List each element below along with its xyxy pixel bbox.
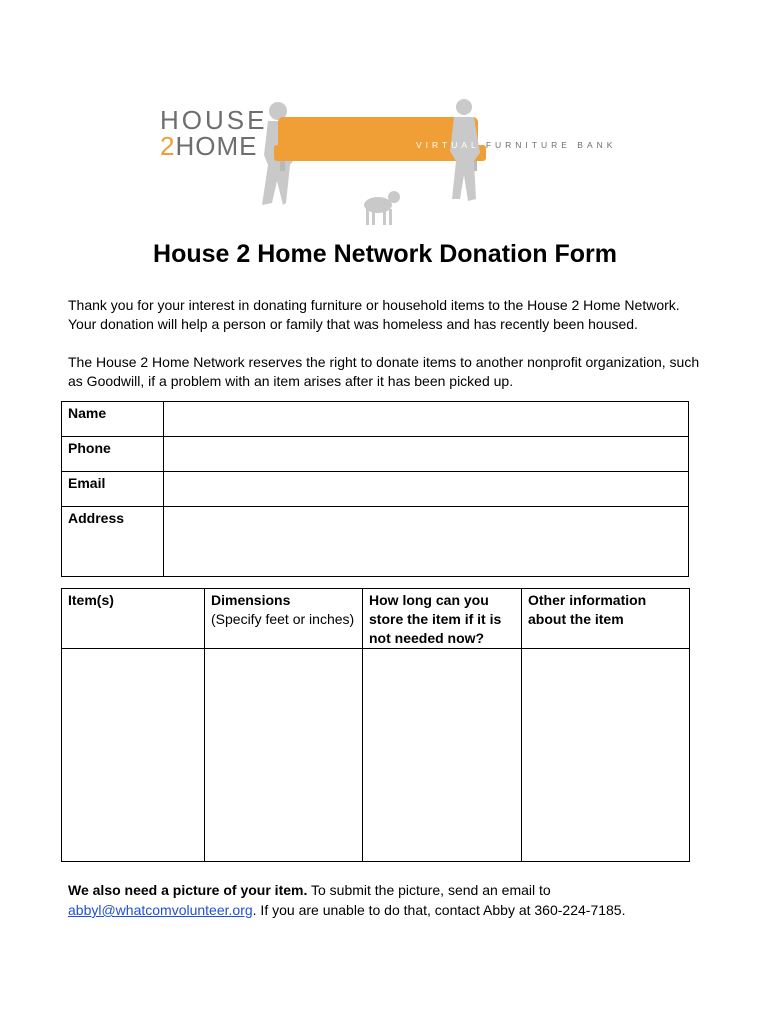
phone-field[interactable] bbox=[164, 437, 689, 472]
intro-paragraph: Thank you for your interest in donating furniture or household items to the House 2 Home Network. Your donation will help a person or family that was homeless and has recently been housed. bbox=[68, 297, 680, 332]
email-field[interactable] bbox=[164, 472, 689, 507]
other-info-cell[interactable] bbox=[522, 649, 690, 862]
items-header-row bbox=[62, 589, 690, 649]
name-field[interactable] bbox=[164, 402, 689, 437]
logo-tag-virtual: VIRTUAL bbox=[416, 140, 480, 150]
dimensions-cell[interactable] bbox=[205, 649, 363, 862]
logo-tag-furniture-bank: FURNITURE BANK bbox=[485, 140, 617, 150]
storage-column-header: How long can you store the item if it is not needed now? bbox=[363, 589, 522, 649]
policy-paragraph: The House 2 Home Network reserves the right to donate items to another nonprofit organization, such as Goodwill, if a problem with an item arises after it has been picked up. bbox=[68, 354, 700, 389]
address-label: Address bbox=[62, 507, 164, 577]
items-column-header: Item(s) bbox=[62, 589, 205, 649]
page-title: House 2 Home Network Donation Form bbox=[153, 240, 617, 268]
picture-request-note bbox=[68, 880, 708, 920]
logo-tagline bbox=[416, 141, 616, 150]
logo-word-2home bbox=[160, 133, 257, 159]
picture-request-lead: We also need a picture of your item. bbox=[68, 882, 308, 898]
dimensions-subtitle: (Specify feet or inches) bbox=[211, 611, 355, 627]
items-cell[interactable] bbox=[62, 649, 205, 862]
logo-word-home: HOME bbox=[175, 131, 258, 161]
dimensions-column-header: Dimensions (Specify feet or inches) bbox=[205, 589, 363, 649]
contact-text: . If you are unable to do that, contact Abby at 360-224-7185. bbox=[252, 902, 626, 918]
name-label: Name bbox=[62, 402, 164, 437]
table-row bbox=[62, 472, 689, 507]
table-row bbox=[62, 437, 689, 472]
phone-label: Phone bbox=[62, 437, 164, 472]
dog-icon bbox=[364, 191, 400, 225]
other-info-column-header: Other information about the item bbox=[522, 589, 690, 649]
table-row bbox=[62, 402, 689, 437]
contact-info-table bbox=[61, 401, 689, 577]
address-field[interactable] bbox=[164, 507, 689, 577]
picture-request-text: To submit the picture, send an email to bbox=[307, 882, 551, 898]
items-table bbox=[61, 588, 690, 862]
table-row bbox=[62, 507, 689, 577]
person-right-icon bbox=[450, 99, 480, 201]
email-link[interactable]: abbyl@whatcomvolunteer.org bbox=[68, 902, 253, 918]
email-label: Email bbox=[62, 472, 164, 507]
items-entry-row bbox=[62, 649, 690, 862]
logo-word-house: HOUSE bbox=[160, 105, 268, 135]
storage-cell[interactable] bbox=[363, 649, 522, 862]
logo-number-2: 2 bbox=[160, 131, 176, 161]
house2home-logo bbox=[150, 95, 630, 235]
